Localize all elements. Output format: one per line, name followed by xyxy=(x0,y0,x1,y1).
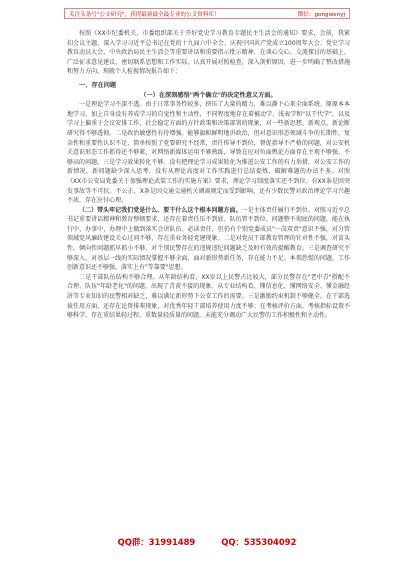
paragraph-3: 一是主体责任履行不到位。对照习近平总书记重要讲话精神和教育整顿要求，还存在着责任压不到底、队伍管不到位、问题整不彻底的问题，能在执行中、办事中、办理中上做到落实会讲队伍、必读责任，但仍有个别党委成员"一岗双责"意识不强，对分管领域党风廉政建设关心过问不够，存在重业务轻党建现象。二是对党员干部教育管理的针对性不强，对苗头性、倾向性问题抓早抓小不够，对个别民警存在的违规违纪问题缺乏及时有效的提醒教育。三是调查研究不够深入，对基层一线的实际情况掌握不够全面，面对新形势新任务，存在能力不足、本领恐慌的问题，工作创新意识还不够强，落实上有"等靠要"思想。 xyxy=(67,206,350,272)
banner-left-text: 关注头条号"公文研究"，获得最新最全最专业的公文资料库！ xyxy=(69,11,220,18)
footer-qq: QQ：535304092 xyxy=(221,537,297,547)
document-body xyxy=(67,29,350,529)
intro-paragraph: 按照《XX市纪委机关、市委组织部关于开好党史学习教育专题民主生活会的通知》要求，会前，我紧扣会议主题，深入学习习近平总书记在党的十九届六中全会、庆祝中国共产党成立100周年大会、党史学习教育动员大会、中央政治局民主生活会等重要讲话和重要指示批示精神，在谈心交心、交流探讨的基础上，广泛征求意见建议，密切联系思想和工作实际，认真开展对照检查，深入剖析原因，进一步明确了整改措施和努力方向。现就个人检视情况报告如下： xyxy=(67,30,350,76)
section-heading-problems: 一、存在问题 xyxy=(79,81,117,89)
paragraph-2: 一是理论学习不深不透。由于日常事务性较多，挤压了大量的精力，难以静下心来全面系统、原原本本地学习，加上自身没有养成学习的自觉性和主动性，不同程度地存在着被动学、浅表学和"以干代学"，以及学习上偏重于会议安排工作、社会稳定方面的方针政策和决策部署的现象，对一些新思想、新观点、新论断研究得不够透彻。二是政治敏感性有待增强。能够旗帜鲜明地讲政治，但对意识形态领域斗争的长期性、复杂性和重要性认识不足，简单按照了党要研究不经常，责任传导不到位，督促指导不严格的问题，对公安机关意识形态工作抓得还不够紧，对网络新媒体运用不够熟练，导致在应对负面舆论方面存在主观不够强、不够高的问题。三是学习效果转化不够。没有把理论学习成果转化为推进公安工作的有力举措，对公安工作的新情况、新问题缺少深入思考，没有从理论高度对工作实践进行总结提炼，破解难题的办法不多。对照《XX市公安局党委关于加强理论武装工作的实施方案》要求，理论学习制度落实还不到位。有XX条是因突发事故等不可抗、不公正，X条是因交通交通机关调离规定而受到影响，还有少数民警对政治理论学习兴趣不浓，存在应付心理。 xyxy=(67,101,350,205)
subsection-heading-1: （一）在深刻感悟"两个确立"的决定性意义方面。 xyxy=(140,91,277,99)
subsection-heading-2: （二）带头牢记我们党是什么、要干什么这个根本问题方面。 xyxy=(79,206,242,214)
top-banner xyxy=(64,8,350,19)
footer-qq-group: QQ群：31991489 xyxy=(117,537,196,547)
footer-contact xyxy=(64,536,350,550)
subsection-paragraph-2 xyxy=(67,206,350,273)
paragraph-4: 二是干部队伍结构不够合理。从年龄结构看，XX岁以上民警占比较大，部分民警存在"老中青"搭配不合理、队伍"年龄老化"的问题，出现了青黄不接的现象。从专业结构看，懂信息化、懂网络安全、懂金融经济等专业知识的民警相对缺乏，难以满足新形势下公安工作的需要。三是激励约束机制不够健全。在干部选拔任用方面，还存在论资排辈现象，对优秀年轻干部培养使用力度不够；在考核评价方面，考核指标设置不够科学，存在重结果轻过程、重数量轻质量的问题，未能充分调动广大民警的工作积极性和主动性。 xyxy=(67,273,350,320)
banner-right-text: 微信：gongwenyj xyxy=(297,11,345,18)
